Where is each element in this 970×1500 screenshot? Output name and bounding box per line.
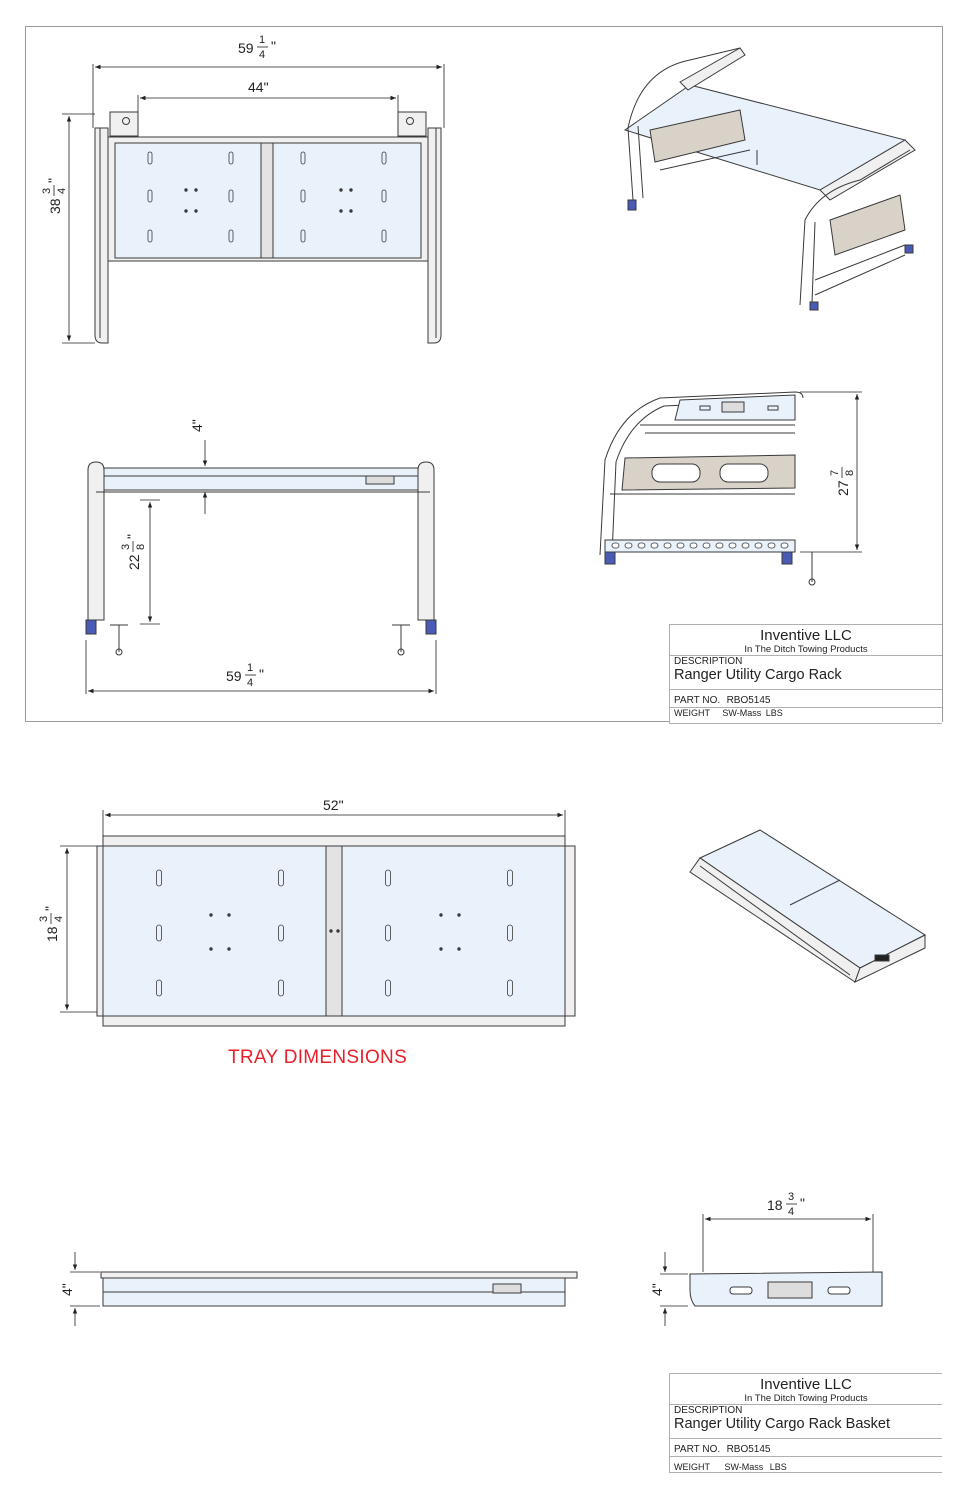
- dim-tray-depth-label: [38, 906, 65, 942]
- mounting-hole: [440, 914, 443, 917]
- dim-top-height-label: [41, 178, 68, 214]
- mounting-hole: [210, 914, 213, 917]
- weight-label: WEIGHT: [674, 1462, 710, 1472]
- dim-top-overall-label: [238, 34, 276, 61]
- mounting-hole: [228, 914, 231, 917]
- svg-text:7: 7: [829, 469, 841, 476]
- mounting-hole: [458, 914, 461, 917]
- rail-hole: [664, 543, 671, 548]
- dim-tray-width-label: 52": [323, 797, 344, 813]
- dim-top-inner-label: 44": [248, 79, 269, 95]
- tray-top-view: [97, 836, 575, 1026]
- mounting-hole: [330, 930, 333, 933]
- part-label: PART NO.: [674, 695, 721, 706]
- svg-text:3: 3: [788, 1191, 795, 1203]
- svg-text:": ": [45, 178, 61, 183]
- rail-hole: [690, 543, 697, 548]
- dim-tray-side-depth-label: [767, 1191, 805, 1218]
- svg-text:4: 4: [53, 915, 65, 922]
- svg-text:1: 1: [247, 662, 254, 674]
- weight-label: WEIGHT: [674, 708, 710, 718]
- mounting-hole: [228, 948, 231, 951]
- weight-value: SW-Mass: [722, 708, 762, 718]
- svg-text:18: 18: [44, 926, 60, 942]
- rail-hole: [677, 543, 684, 548]
- rail-hole: [768, 543, 775, 548]
- svg-text:": ": [259, 666, 264, 682]
- mounting-hole: [340, 189, 343, 192]
- rail-hole: [729, 543, 736, 548]
- svg-text:18: 18: [767, 1197, 783, 1213]
- dim-front-width-label: [226, 662, 264, 689]
- rail-hole: [612, 543, 619, 548]
- svg-text:4: 4: [259, 49, 266, 61]
- mounting-hole: [350, 189, 353, 192]
- dim-tray-side: [660, 1214, 873, 1326]
- part-label: PART NO.: [674, 1444, 721, 1455]
- tray-isometric-view: [690, 830, 925, 982]
- rail-hole: [781, 543, 788, 548]
- dim-side-height-label: [829, 467, 856, 496]
- svg-text:4: 4: [247, 677, 254, 689]
- svg-text:8: 8: [135, 543, 147, 550]
- svg-text:27: 27: [835, 480, 851, 496]
- rack-top-view: [95, 112, 441, 343]
- svg-text:4: 4: [56, 187, 68, 194]
- rail-hole: [716, 543, 723, 548]
- svg-text:": ": [42, 906, 58, 911]
- svg-text:": ": [124, 534, 140, 539]
- mounting-hole: [337, 930, 340, 933]
- mounting-hole: [185, 210, 188, 213]
- rail-hole: [703, 543, 710, 548]
- weight-value: SW-Mass: [724, 1462, 764, 1472]
- weight-unit: LBS: [765, 708, 783, 718]
- dim-front-clearance-label: [120, 534, 147, 570]
- company-name: Inventive LLC: [760, 1376, 852, 1393]
- mounting-hole: [185, 189, 188, 192]
- tray-front-view: [101, 1272, 577, 1306]
- svg-text:38: 38: [47, 198, 63, 214]
- rail-hole: [742, 543, 749, 548]
- svg-text:": ": [271, 38, 276, 54]
- rail-hole: [755, 543, 762, 548]
- mounting-hole: [195, 189, 198, 192]
- description-value: Ranger Utility Cargo Rack Basket: [674, 1416, 890, 1432]
- company-name: Inventive LLC: [760, 627, 852, 644]
- svg-text:1: 1: [259, 34, 266, 46]
- svg-text:3: 3: [38, 915, 50, 922]
- mounting-hole: [210, 948, 213, 951]
- description-label: DESCRIPTION: [674, 656, 743, 667]
- dim-front-tray-label: 4": [189, 419, 205, 432]
- rail-hole: [625, 543, 632, 548]
- rack-isometric-view: [625, 48, 915, 310]
- description-label: DESCRIPTION: [674, 1405, 743, 1416]
- description-value: Ranger Utility Cargo Rack: [674, 667, 842, 683]
- svg-text:59: 59: [238, 40, 254, 56]
- title-block-rack: [669, 624, 942, 724]
- weight-unit: LBS: [769, 1462, 787, 1472]
- svg-text:4: 4: [788, 1206, 795, 1218]
- title-block-tray: [669, 1373, 942, 1473]
- svg-text:3: 3: [120, 543, 132, 550]
- rail-hole: [651, 543, 658, 548]
- svg-text:": ": [800, 1195, 805, 1211]
- rack-side-view: [600, 392, 815, 585]
- dim-tray-side-height-label: 4": [649, 1283, 665, 1296]
- mounting-hole: [195, 210, 198, 213]
- tray-side-view: [690, 1272, 882, 1306]
- mounting-hole: [458, 948, 461, 951]
- part-number: RBO5145: [726, 1444, 771, 1455]
- tray-dimensions-title: TRAY DIMENSIONS: [228, 1047, 408, 1068]
- dim-tray-front-height-label: 4": [59, 1283, 75, 1296]
- svg-text:22: 22: [126, 554, 142, 570]
- part-number: RBO5145: [726, 695, 771, 706]
- mounting-hole: [440, 948, 443, 951]
- rail-hole: [638, 543, 645, 548]
- svg-text:59: 59: [226, 668, 242, 684]
- mounting-hole: [340, 210, 343, 213]
- svg-text:3: 3: [41, 187, 53, 194]
- company-tagline: In The Ditch Towing Products: [744, 644, 868, 655]
- svg-text:8: 8: [844, 469, 856, 476]
- mounting-hole: [350, 210, 353, 213]
- company-tagline: In The Ditch Towing Products: [744, 1393, 868, 1404]
